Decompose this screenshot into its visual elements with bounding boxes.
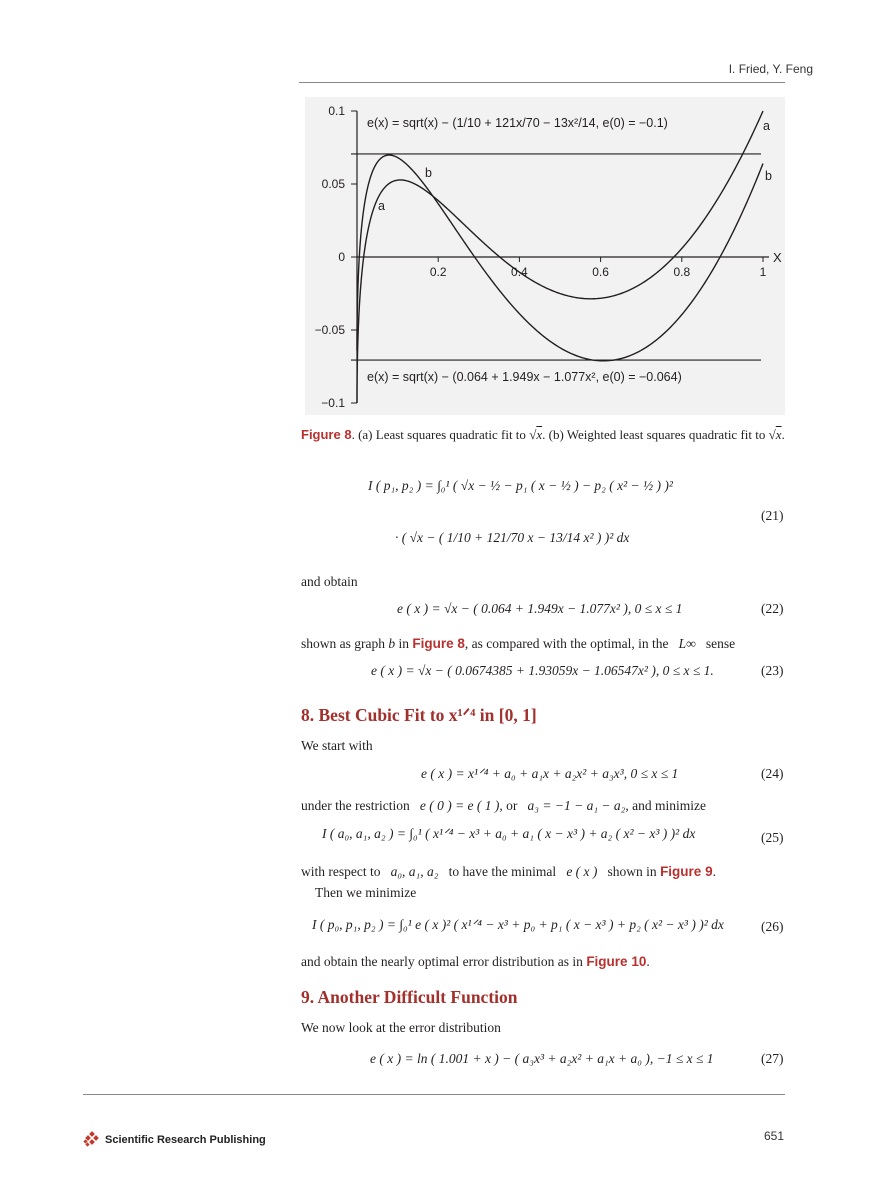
figure-8-label[interactable]: Figure 8	[301, 427, 352, 442]
text-shown-part2: in	[398, 636, 410, 651]
figure-8-link[interactable]: Figure 8	[412, 636, 465, 651]
equation-26: I ( p₀, p₁, p₂ ) = ∫₀¹ e ( x )² ( x¹ᐟ⁴ − x³ + p₀ + p₁ ( x − x³ ) + p₂ ( x² − x³ ) )² dx	[312, 917, 724, 932]
figure-8-caption: Figure 8. (a) Least squares quadratic fit to √x. (b) Weighted least squares quadratic fit to √x.	[301, 427, 785, 442]
equation-25-number: (25)	[761, 830, 784, 845]
equation-23-number: (23)	[761, 663, 784, 678]
caption-text-3: to	[755, 427, 766, 442]
respect-part2: to have the minimal	[448, 864, 557, 879]
respect-vars: a₀, a₁, a₂	[390, 864, 439, 879]
curve-label-b-right: b	[765, 169, 772, 183]
respect-part3: shown in	[607, 864, 657, 879]
running-header-authors: I. Fried, Y. Feng	[728, 62, 813, 76]
text-we-start-with: We start with	[301, 738, 373, 753]
equation-25: I ( a₀, a₁, a₂ ) = ∫₀¹ ( x¹ᐟ⁴ − x³ + a₀ + a₁ ( x − x³ ) + a₂ ( x² − x³ ) )² dx	[322, 826, 696, 841]
x-tick-label: 0.4	[511, 265, 528, 279]
page-number: 651	[763, 1129, 784, 1143]
caption-text-2: . (b) Weighted least squares quadratic fit	[542, 427, 753, 442]
text-shown-as-graph	[301, 636, 735, 652]
curve-label-a-top: a	[378, 199, 385, 213]
respect-part1: with respect to	[301, 864, 381, 879]
publisher-name: Scientific Research Publishing	[105, 1134, 266, 1146]
caption-text-1: . (a) Least squares quadratic fit to	[351, 427, 526, 442]
nearly-part2: .	[646, 954, 650, 969]
restriction-part2: , or	[499, 798, 518, 813]
nearly-part1: and obtain the nearly optimal error distribution as in	[301, 954, 583, 969]
figure-8-chart	[305, 97, 785, 415]
restriction-cond1: e ( 0 ) = e ( 1 )	[419, 798, 500, 813]
equation-24-number: (24)	[761, 766, 784, 781]
text-shown-part4: sense	[705, 636, 736, 651]
text-and-obtain: and obtain	[301, 574, 358, 589]
caption-sqrt-x-2: x	[775, 427, 782, 442]
text-we-now-look: We now look at the error distribution	[301, 1020, 501, 1035]
curve-label-a-right: a	[763, 119, 770, 133]
equation-24: e ( x ) = x¹ᐟ⁴ + a₀ + a₁x + a₂x² + a₃x³, 0 ≤ x ≤ 1	[421, 766, 679, 781]
curve-label-b-top: b	[425, 166, 432, 180]
text-shown-b: b	[388, 636, 396, 651]
text-nearly-optimal	[301, 954, 650, 970]
publisher-diamond-icon	[83, 1131, 101, 1149]
footer-rule	[83, 1094, 785, 1095]
restriction-part3: , and minimize	[625, 798, 706, 813]
caption-text-4: .	[781, 427, 785, 442]
y-tick-label: −0.1	[321, 396, 345, 410]
x-tick-label: 0.8	[673, 265, 691, 279]
section-8-title: 8. Best Cubic Fit to x¹ᐟ⁴ in [0, 1]	[301, 705, 537, 725]
equation-22-number: (22)	[761, 601, 784, 616]
respect-ex: e ( x )	[566, 864, 598, 879]
x-tick-label: 1	[759, 265, 767, 279]
publisher-logo[interactable]	[83, 1131, 266, 1149]
y-tick-label: −0.05	[314, 323, 345, 337]
restriction-cond2: a₃ = −1 − a₁ − a₂	[527, 798, 626, 813]
equation-27-number: (27)	[761, 1051, 784, 1066]
equation-21-number: (21)	[761, 508, 784, 523]
header-rule	[299, 82, 785, 83]
annotation-bottom: e(x) = sqrt(x) − (0.064 + 1.949x − 1.077x², e(0) = −0.064)	[367, 370, 682, 384]
equation-21-line1: I ( p₁, p₂ ) = ∫₀¹ ( √x − ½ − p₁ ( x − ½ ) − p₂ ( x² − ½ ) )²	[368, 478, 673, 493]
caption-sqrt-x-1: x	[536, 427, 543, 442]
figure-10-link[interactable]: Figure 10	[586, 954, 647, 969]
text-under-restriction	[301, 798, 706, 814]
text-shown-part1: shown as graph	[301, 636, 385, 651]
respect-part4: .	[712, 864, 716, 879]
figure-9-link[interactable]: Figure 9	[660, 864, 713, 879]
x-tick-label: 0.6	[592, 265, 609, 279]
section-9-title: 9. Another Difficult Function	[301, 987, 518, 1007]
equation-26-number: (26)	[761, 919, 784, 934]
text-shown-part3: , as compared with the optimal, in the	[464, 636, 669, 651]
equation-21-line2: · ( √x − ( 1/10 + 121/70 x − 13/14 x² ) )² dx	[395, 530, 630, 545]
y-tick-label: 0.1	[328, 104, 345, 118]
text-with-respect-to	[301, 864, 716, 880]
text-shown-linf: L∞	[678, 636, 696, 651]
y-tick-label: 0.05	[321, 177, 345, 191]
y-tick-label: 0	[338, 250, 345, 264]
x-tick-label: 0.2	[429, 265, 447, 279]
restriction-part1: under the restriction	[301, 798, 410, 813]
equation-27: e ( x ) = ln ( 1.001 + x ) − ( a₃x³ + a₂x² + a₁x + a₀ ), −1 ≤ x ≤ 1	[370, 1051, 714, 1066]
text-then-we-minimize: Then we minimize	[315, 885, 417, 900]
equation-23: e ( x ) = √x − ( 0.0674385 + 1.93059x − 1.06547x² ), 0 ≤ x ≤ 1.	[371, 663, 714, 678]
x-axis-label: X	[773, 250, 782, 265]
annotation-top: e(x) = sqrt(x) − (1/10 + 121x/70 − 13x²/14, e(0) = −0.1)	[367, 116, 668, 130]
equation-22: e ( x ) = √x − ( 0.064 + 1.949x − 1.077x² ), 0 ≤ x ≤ 1	[397, 601, 683, 616]
